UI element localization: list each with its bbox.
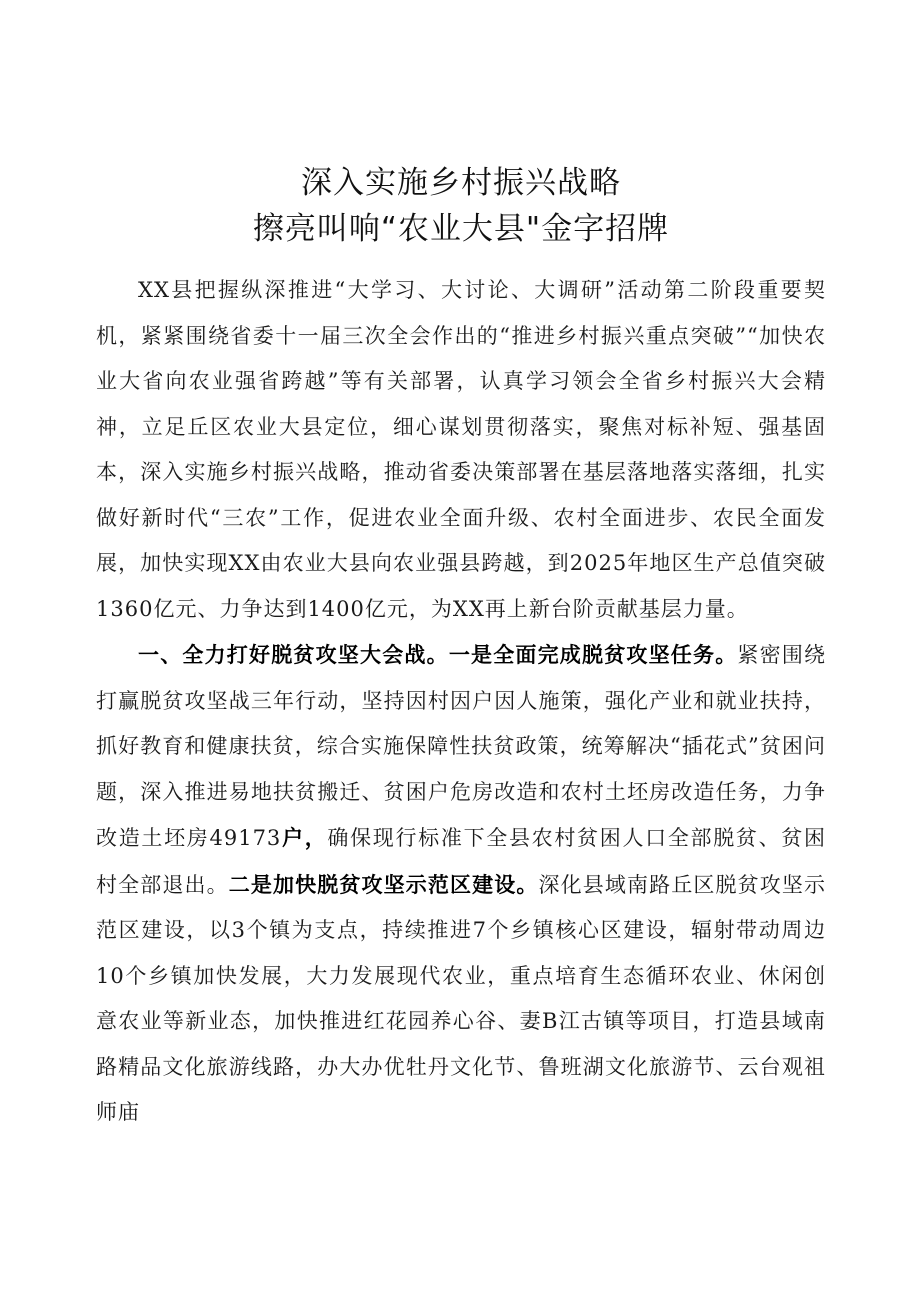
document-title [96,160,826,252]
title-line-1: 深入实施乡村振兴战略 [301,165,621,201]
intro-paragraph: XX县把握纵深推进“大学习、大讨论、大调研”活动第二阶段重要契机，紧紧围绕省委十一届三次全会作出的“推进乡村振兴重点突破”“加快农业大省向农业强省跨越”等有关部署，认真学习领会全省乡村振兴大会精神，立足丘区农业大县定位，细心谋划贯彻落实，聚焦对标补短、强基固本，深入实施乡村振兴战略，推动省委决策部署在基层落地落实落细，扎实做好新时代“三农”工作，促进农业全面升级、农村全面进步、农民全面发展，加快实现XX由农业大县向农业强县跨越，到2025年地区生产总值突破1360亿元、力争达到1400亿元，为XX再上新台阶贡献基层力量。 [96,278,826,621]
document-body [96,268,826,1136]
point-1-label: 一是全面完成脱贫攻坚任务。 [448,642,738,667]
point-1-text: 紧密围绕打赢脱贫攻坚战三年行动，坚持因村因户因人施策，强化产业和就业扶持，抓好教育和健康扶贫，综合实施保障性扶贫政策，统筹解决“插花式”贫困问题，深入推进易地扶贫搬迁、贫困户危房改造和农村土坯房改造任务，力争改造土坯房49173 [96,643,827,850]
point-1-tail: 确保现行标准下全县农村贫困人口全部脱贫、贫困村全部退出。 [96,826,827,897]
section-1-paragraph [96,632,826,1136]
title-line-2: 擦亮叫响“农业大县"金字招牌 [252,211,670,247]
section-1-heading: 一、全力打好脱贫攻坚大会战。 [138,642,449,667]
point-1-unit: 户， [281,825,328,850]
point-2-text: 深化县域南路丘区脱贫攻坚示范区建设，以3个镇为支点，持续推进7个乡镇核心区建设，辐射带动周边10个乡镇加快发展，大力发展现代农业，重点培育生态循环农业、休闲创意农业等新业态，加快推进红花园养心谷、妻B江古镇等项目，打造县域南路精品文化旅游线路，办大办优牡丹文化节、鲁班湖文化旅游节、云台观祖师庙 [96,872,826,1124]
point-2-label: 二是加快脱贫攻坚示范区建设。 [228,871,539,897]
